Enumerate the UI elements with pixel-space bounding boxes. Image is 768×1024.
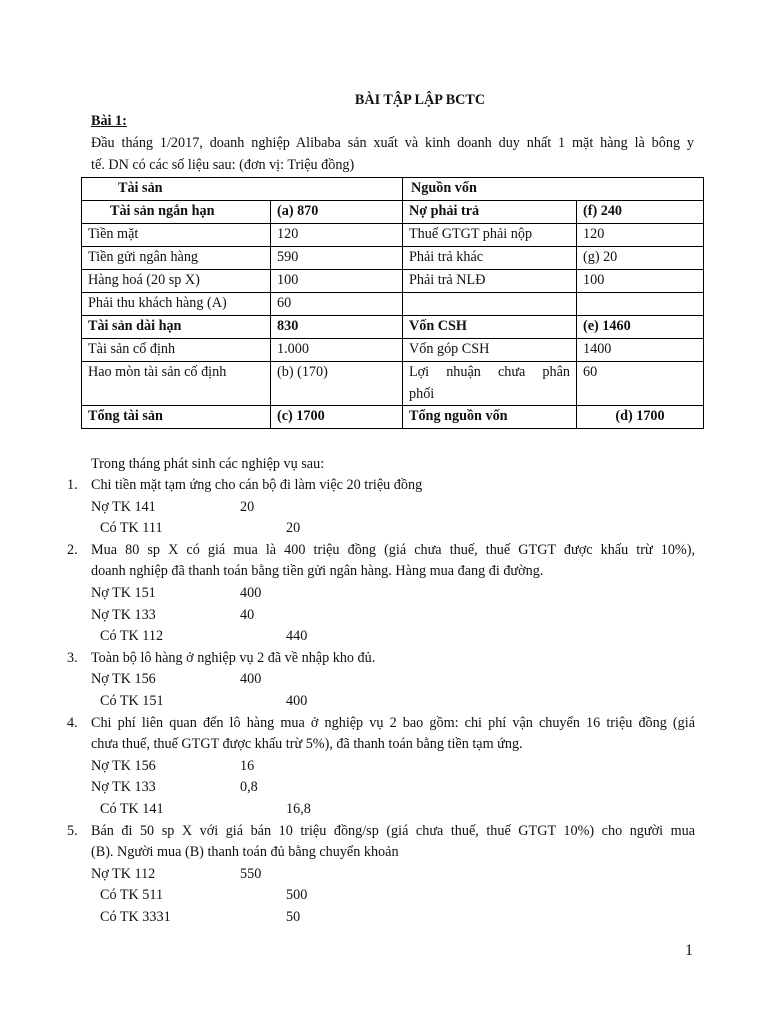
entry-amount: 0,8 <box>240 779 258 796</box>
table-cell: 120 <box>577 224 704 247</box>
table-row <box>82 270 704 293</box>
operation-line <box>67 561 695 583</box>
journal-entry <box>67 777 695 799</box>
table-cell: (f) 240 <box>577 201 704 224</box>
table-row <box>82 339 704 362</box>
entry-account: Nợ TK 156 <box>91 757 156 774</box>
entry-amount: 16 <box>240 757 255 774</box>
entry-account: Có TK 111 <box>100 520 163 537</box>
entry-account: Có TK 141 <box>100 800 164 817</box>
operation-item <box>67 475 695 540</box>
table-cell: Tài sản dài hạn <box>82 316 271 339</box>
entry-amount: 50 <box>286 908 301 925</box>
header-assets: Tài sản <box>82 178 403 201</box>
table-cell: Tài sản ngắn hạn <box>82 201 271 224</box>
journal-entry <box>67 669 695 691</box>
journal-entry <box>67 583 695 605</box>
operation-item <box>67 713 695 821</box>
entry-amount: 16,8 <box>286 800 311 817</box>
balance-sheet-table <box>81 177 704 429</box>
operation-item <box>67 540 695 648</box>
section-heading: Bài 1: <box>91 113 127 129</box>
table-cell: Tiền mặt <box>82 224 271 247</box>
table-cell: Tổng nguồn vốn <box>403 406 577 429</box>
cell-line: phối <box>409 385 435 402</box>
entry-account: Nợ TK 133 <box>91 606 156 623</box>
operation-line <box>67 540 695 562</box>
operation-number <box>67 842 91 864</box>
journal-entry <box>67 691 695 713</box>
journal-entry <box>67 864 695 886</box>
intro-line-2: tế. DN có các số liệu sau: (đơn vị: Triệu đồng) <box>91 156 355 173</box>
document-title: BÀI TẬP LẬP BCTC <box>354 92 486 108</box>
table-cell: Nợ phải trả <box>403 201 577 224</box>
operation-text: Toàn bộ lô hàng ở nghiệp vụ 2 đã về nhập kho đủ. <box>91 649 376 666</box>
entry-amount: 400 <box>240 584 262 601</box>
entry-account: Nợ TK 133 <box>91 779 156 796</box>
operation-item <box>67 648 695 713</box>
operation-text: Mua 80 sp X có giá mua là 400 triệu đồng (giá chưa thuế, thuế GTGT được khấu trừ 10%), <box>91 541 695 558</box>
operation-number <box>67 734 91 756</box>
entry-account: Nợ TK 156 <box>91 671 156 688</box>
entry-amount: 20 <box>240 498 255 515</box>
table-row <box>82 224 704 247</box>
table-row <box>82 247 704 270</box>
table-cell: (b) (170) <box>271 362 403 406</box>
operation-number: 2. <box>67 541 78 558</box>
table-cell: 100 <box>577 270 704 293</box>
entry-amount: 500 <box>286 887 308 904</box>
journal-entry <box>67 605 695 627</box>
table-cell: 60 <box>271 293 403 316</box>
table-cell: 1400 <box>577 339 704 362</box>
table-cell: Tổng tài sản <box>82 406 271 429</box>
entry-account: Có TK 511 <box>100 887 164 904</box>
operation-line <box>67 475 695 497</box>
entry-amount: 550 <box>240 865 262 882</box>
operation-text: Chi tiền mặt tạm ứng cho cán bộ đi làm việc 20 triệu đồng <box>91 477 423 493</box>
table-cell: Phải trả khác <box>403 247 577 270</box>
entry-account: Có TK 3331 <box>100 908 171 925</box>
entry-account: Nợ TK 141 <box>91 498 156 515</box>
table-row <box>82 362 704 406</box>
entry-account: Nợ TK 151 <box>91 584 156 601</box>
table-cell: 590 <box>271 247 403 270</box>
operation-item <box>67 821 695 929</box>
operations-lead: Trong tháng phát sinh các nghiệp vụ sau: <box>91 456 325 472</box>
operation-line <box>67 842 695 864</box>
table-cell: (c) 1700 <box>271 406 403 429</box>
operation-text: doanh nghiệp đã thanh toán bằng tiền gửi ngân hàng. Hàng mua đang đi đường. <box>91 563 544 580</box>
operation-line <box>67 734 695 756</box>
journal-entry <box>67 518 695 540</box>
operation-number <box>67 561 91 583</box>
entry-amount: 20 <box>286 520 301 537</box>
entry-account: Có TK 112 <box>100 628 164 645</box>
intro-paragraph <box>91 133 694 176</box>
table-row <box>82 406 704 429</box>
table-cell: Thuế GTGT phải nộp <box>403 224 577 247</box>
cell-line: Lợi nhuận chưa phân <box>409 364 570 380</box>
operation-text: chưa thuế, thuế GTGT được khấu trừ 5%), đã thanh toán bằng tiền tạm ứng. <box>91 736 523 753</box>
operation-line <box>67 713 695 735</box>
operation-line <box>67 821 695 843</box>
table-cell <box>577 293 704 316</box>
table-cell: 120 <box>271 224 403 247</box>
entry-amount: 40 <box>240 606 255 623</box>
operations-list <box>67 475 695 928</box>
table-cell: (d) 1700 <box>577 406 704 429</box>
intro-line-1: Đầu tháng 1/2017, doanh nghiệp Alibaba sản xuất và kinh doanh duy nhất 1 mặt hàng là bông y <box>91 135 694 151</box>
table-cell: Vốn góp CSH <box>403 339 577 362</box>
operation-text: Bán đi 50 sp X với giá bán 10 triệu đồng/sp (giá chưa thuế, thuế GTGT 10%) cho người mua <box>91 822 695 839</box>
table-cell: Hàng hoá (20 sp X) <box>82 270 271 293</box>
entry-amount: 400 <box>286 692 308 709</box>
table-cell: Phải thu khách hàng (A) <box>82 293 271 316</box>
table-cell <box>403 293 577 316</box>
table-cell: (e) 1460 <box>577 316 704 339</box>
table-cell: Tiền gửi ngân hàng <box>82 247 271 270</box>
entry-account: Có TK 151 <box>100 692 164 709</box>
operation-text: (B). Người mua (B) thanh toán đủ bằng chuyển khoản <box>91 844 399 861</box>
table-row <box>82 201 704 224</box>
journal-entry <box>67 626 695 648</box>
table-cell: 60 <box>577 362 704 406</box>
journal-entry <box>67 756 695 778</box>
journal-entry <box>67 885 695 907</box>
operation-line <box>67 648 695 670</box>
table-cell: (g) 20 <box>577 247 704 270</box>
journal-entry <box>67 799 695 821</box>
journal-entry <box>67 907 695 929</box>
entry-amount: 400 <box>240 671 262 688</box>
header-capital: Nguồn vốn <box>403 178 704 201</box>
page-number: 1 <box>685 942 693 959</box>
operation-number: 3. <box>67 649 78 666</box>
operation-text: Chi phí liên quan đến lô hàng mua ở nghiệp vụ 2 bao gồm: chi phí vận chuyển 16 triệu đồng (giá <box>91 714 695 731</box>
table-cell: Tài sản cố định <box>82 339 271 362</box>
table-cell: 100 <box>271 270 403 293</box>
table-cell <box>403 362 577 406</box>
table-cell: Hao mòn tài sản cố định <box>82 362 271 406</box>
table-cell: Phải trả NLĐ <box>403 270 577 293</box>
journal-entry <box>67 497 695 519</box>
table-row <box>82 316 704 339</box>
table-cell: 830 <box>271 316 403 339</box>
operation-number: 4. <box>67 714 78 731</box>
operation-number: 5. <box>67 822 78 839</box>
entry-amount: 440 <box>286 628 308 645</box>
table-header-row <box>82 178 704 201</box>
table-cell: 1.000 <box>271 339 403 362</box>
operation-number: 1. <box>67 477 78 493</box>
table-row <box>82 293 704 316</box>
entry-account: Nợ TK 112 <box>91 865 156 882</box>
table-cell: (a) 870 <box>271 201 403 224</box>
table-cell: Vốn CSH <box>403 316 577 339</box>
